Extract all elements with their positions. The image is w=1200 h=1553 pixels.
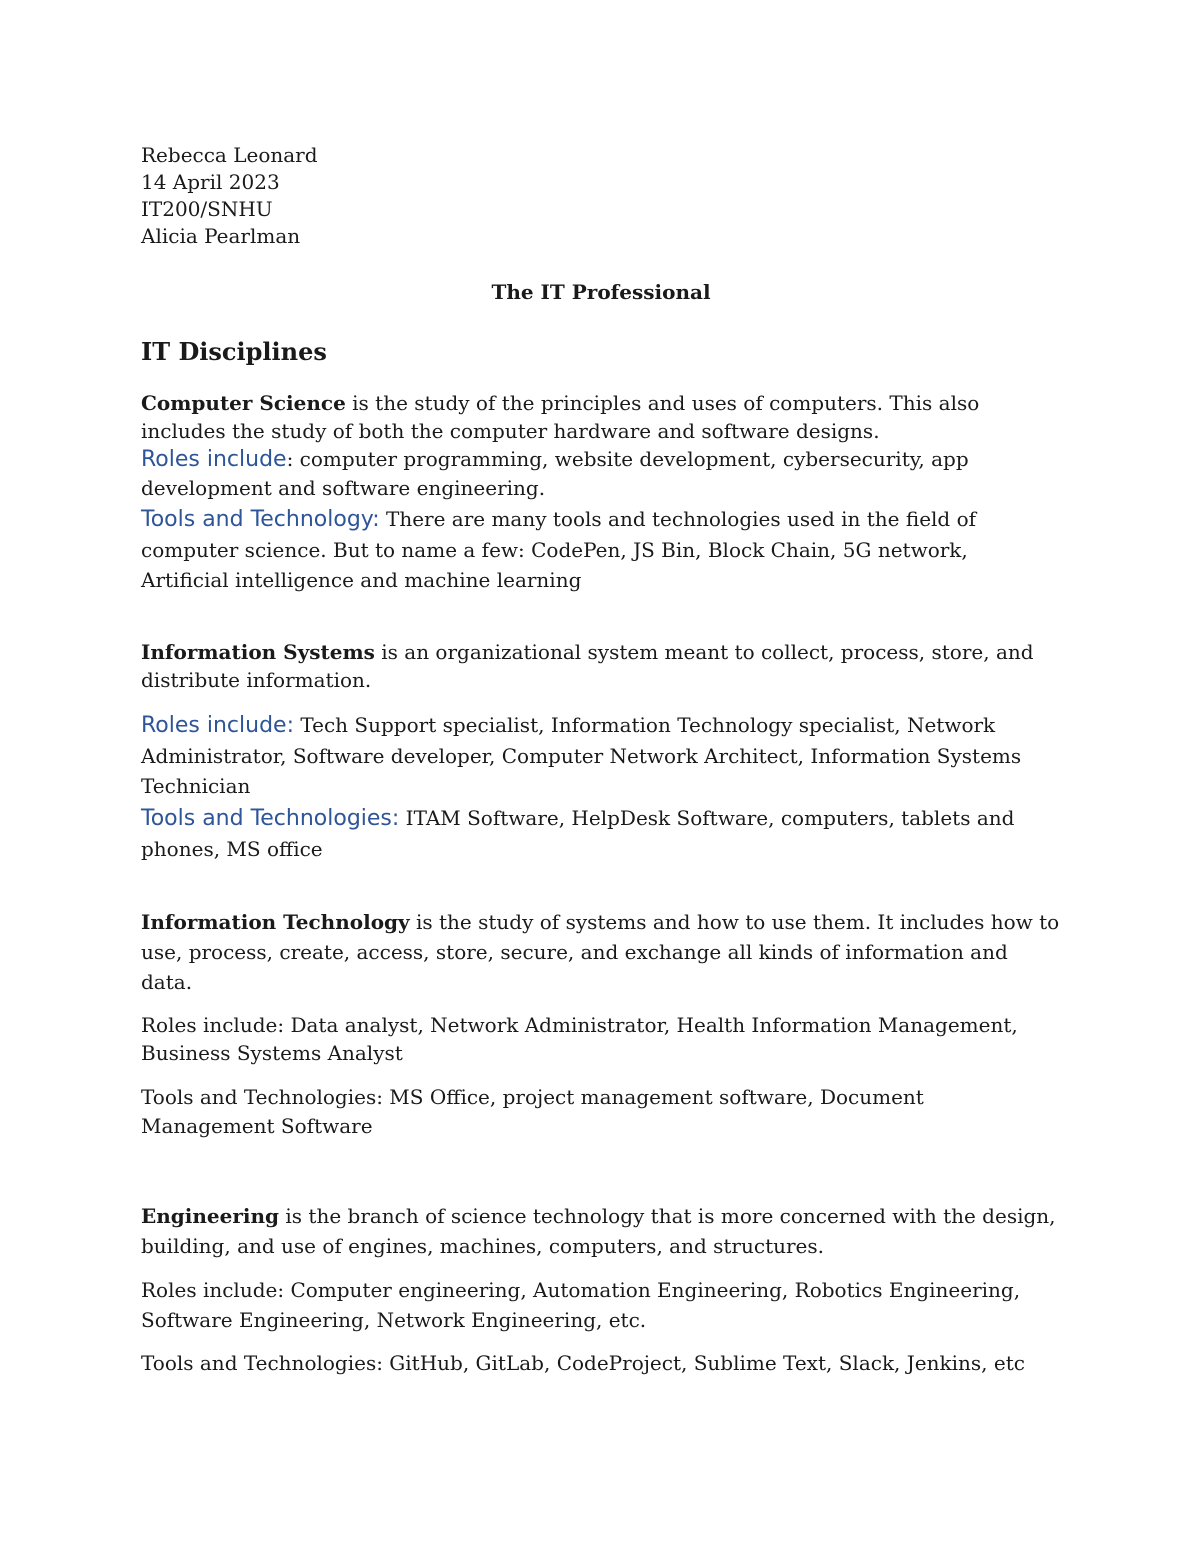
eng-term: Engineering (141, 1204, 280, 1228)
cs-tools-label: Tools and Technology: (141, 507, 380, 532)
cs-term: Computer Science (141, 391, 346, 415)
is-tools-label: Tools and Technologies: (141, 806, 400, 831)
is-description (141, 638, 1061, 694)
is-term: Information Systems (141, 640, 375, 664)
cs-tools (141, 504, 1061, 595)
it-term: Information Technology (141, 910, 410, 934)
is-roles-text: Tech Support specialist, Information Technology specialist, Network Administrator, Software developer, Computer Network Architect, Information Systems Technician (141, 713, 1022, 798)
eng-description (141, 1201, 1061, 1261)
cs-description-text: is the study of the principles and uses of computers. This also includes the study of both the computer hardware and software designs. (141, 391, 980, 443)
instructor-name: Alicia Pearlman (141, 224, 301, 248)
eng-description-text: is the branch of science technology that is more concerned with the design, building, and use of engines, machines, computers, and structures. (141, 1204, 1056, 1258)
it-tools: Tools and Technologies: MS Office, project management software, Document Management Software (141, 1085, 924, 1138)
document-page (141, 142, 1061, 1377)
eng-tools: Tools and Technologies: GitHub, GitLab, CodeProject, Sublime Text, Slack, Jenkins, etc (141, 1351, 1025, 1375)
cs-description (141, 389, 1061, 445)
cs-roles-text: : computer programming, website development, cybersecurity, app development and software engineering. (141, 447, 969, 500)
cs-tools-text: There are many tools and technologies used in the field of computer science. But to name a few: CodePen, JS Bin, Block Chain, 5G network, Artificial intelligence and machine learning (141, 507, 977, 592)
cs-roles-label: Roles include (141, 447, 287, 472)
it-description (141, 907, 1061, 997)
is-roles (141, 710, 1061, 801)
date-line: 14 April 2023 (141, 170, 280, 194)
section-heading: IT Disciplines (141, 337, 327, 366)
it-roles: Roles include: Data analyst, Network Administrator, Health Information Management, Business Systems Analyst (141, 1013, 1018, 1065)
it-description-text: is the study of systems and how to use them. It includes how to use, process, create, access, store, secure, and exchange all kinds of information and data. (141, 910, 1060, 994)
document-title: The IT Professional (491, 280, 711, 304)
is-tools-text: ITAM Software, HelpDesk Software, computers, tablets and phones, MS office (141, 806, 1015, 861)
eng-roles: Roles include: Computer engineering, Automation Engineering, Robotics Engineering, Software Engineering, Network Engineering, etc. (141, 1278, 1021, 1332)
cs-roles (141, 445, 1061, 502)
is-roles-label: Roles include: (141, 713, 294, 738)
is-tools (141, 803, 1061, 864)
author-name: Rebecca Leonard (141, 143, 318, 167)
is-description-text: is an organizational system meant to collect, process, store, and distribute information. (141, 640, 1034, 692)
header-block (141, 142, 1061, 250)
course-line: IT200/SNHU (141, 197, 273, 221)
